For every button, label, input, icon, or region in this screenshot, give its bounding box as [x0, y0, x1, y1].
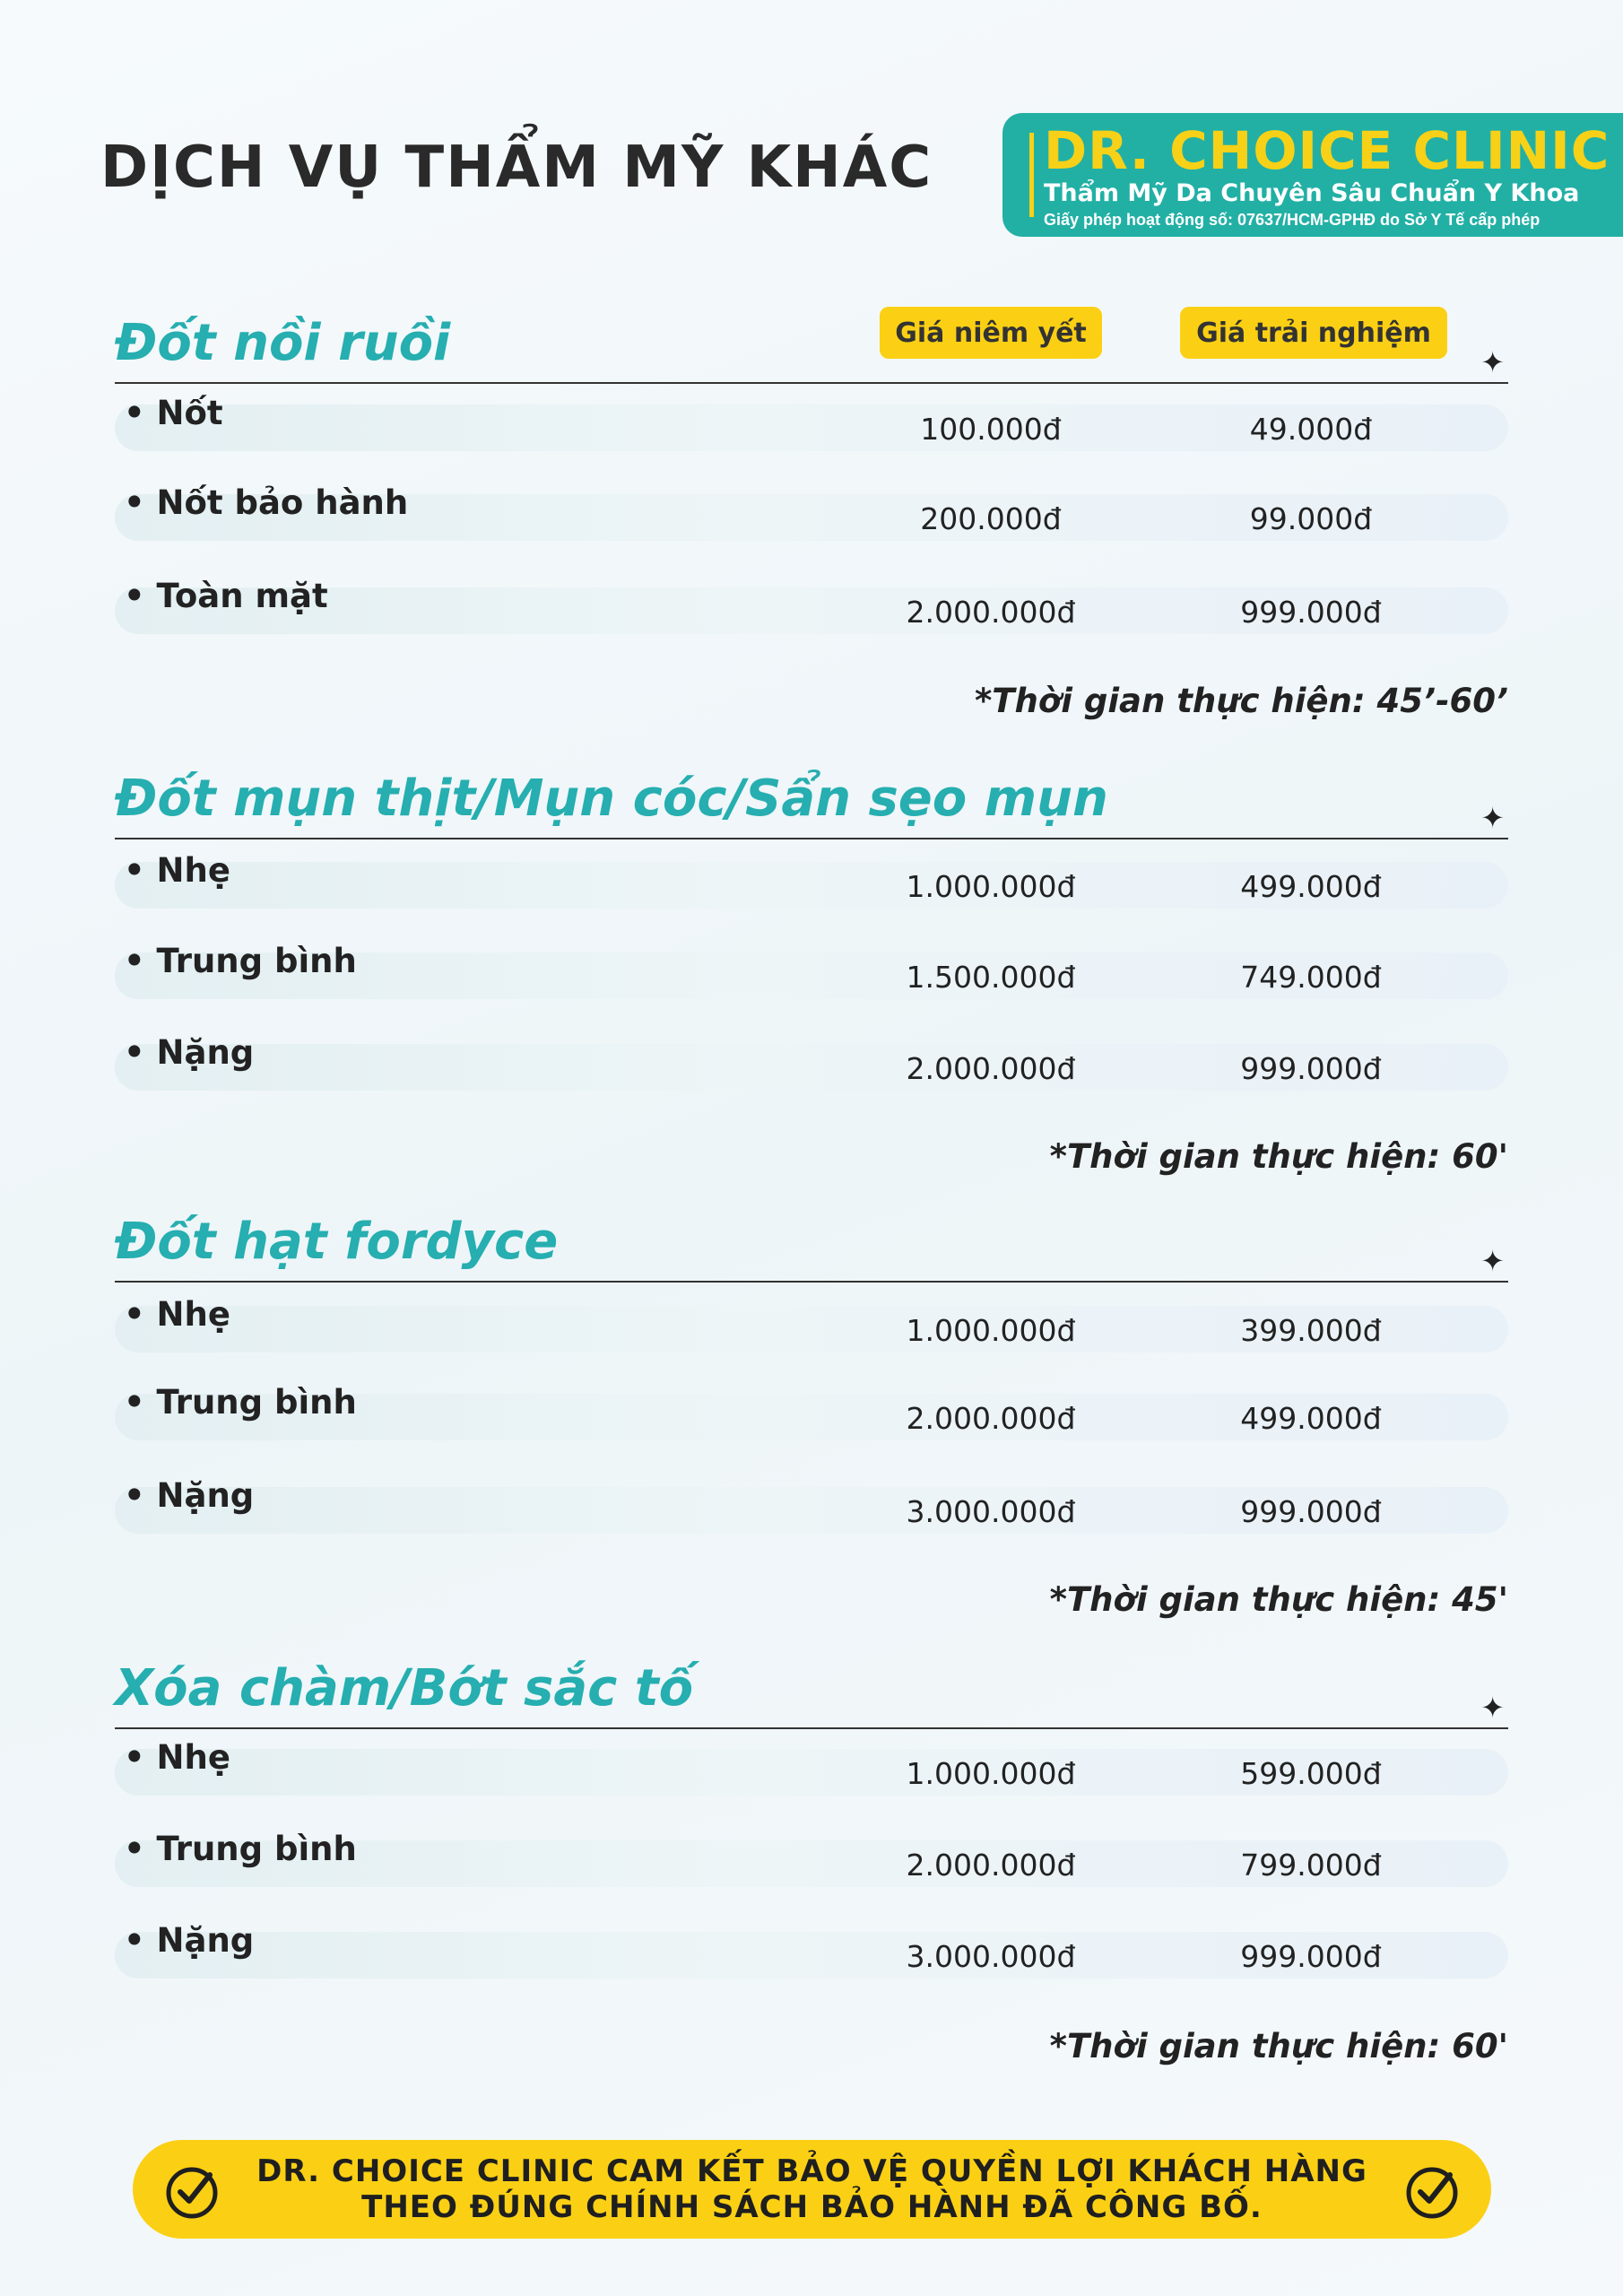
price-row — [115, 1738, 1508, 1796]
service-name: • Toàn mặt — [124, 577, 328, 615]
trial-price: 499.000đ — [1240, 869, 1382, 904]
list-price: 2.000.000đ — [906, 595, 1076, 630]
brand-logo — [1002, 113, 1623, 237]
trial-price: 49.000đ — [1249, 412, 1373, 447]
section-divider — [115, 1727, 1508, 1729]
sparkle-icon: ✦ — [1480, 802, 1505, 834]
price-row — [115, 1033, 1508, 1091]
price-row — [115, 483, 1508, 541]
price-row — [115, 1921, 1508, 1979]
trial-price: 999.000đ — [1240, 1939, 1382, 1974]
price-row — [115, 1295, 1508, 1352]
duration-note: *Thời gian thực hiện: 45' — [1049, 1580, 1508, 1619]
price-row — [115, 942, 1508, 999]
price-row — [115, 851, 1508, 909]
service-name: • Trung bình — [124, 1383, 357, 1422]
section-title: Đốt mụn thịt/Mụn cóc/Sẩn sẹo mụn — [115, 770, 1108, 828]
trial-price: 99.000đ — [1249, 501, 1373, 536]
price-row — [115, 1476, 1508, 1534]
section-divider — [115, 1281, 1508, 1283]
section-title: Đốt hạt fordyce — [115, 1213, 559, 1271]
column-header-list-price: Giá niêm yết — [880, 307, 1102, 359]
trial-price: 999.000đ — [1240, 595, 1382, 630]
brand-name: DR. CHOICE CLINIC — [1044, 120, 1610, 181]
duration-note: *Thời gian thực hiện: 60' — [1049, 2027, 1508, 2066]
trial-price: 599.000đ — [1240, 1756, 1382, 1791]
list-price: 3.000.000đ — [906, 1494, 1076, 1529]
trial-price: 999.000đ — [1240, 1051, 1382, 1086]
check-circle-icon — [163, 2162, 221, 2220]
duration-note: *Thời gian thực hiện: 45’-60’ — [974, 682, 1508, 720]
brand-license: Giấy phép hoạt động số: 07637/HCM-GPHĐ do Sở Y Tế cấp phép — [1044, 211, 1541, 229]
sparkle-icon: ✦ — [1480, 1245, 1505, 1277]
brand-tagline: Thẩm Mỹ Da Chuyên Sâu Chuẩn Y Khoa — [1044, 179, 1580, 207]
list-price: 1.000.000đ — [906, 869, 1076, 904]
service-name: • Trung bình — [124, 942, 357, 980]
service-name: • Nốt — [124, 394, 223, 432]
commitment-banner — [133, 2140, 1491, 2239]
service-name: • Nốt bảo hành — [124, 483, 409, 522]
service-name: • Nhẹ — [124, 1295, 230, 1334]
service-name: • Trung bình — [124, 1830, 357, 1868]
list-price: 200.000đ — [920, 501, 1062, 536]
list-price: 1.000.000đ — [906, 1756, 1076, 1791]
commitment-line-2: THEO ĐÚNG CHÍNH SÁCH BẢO HÀNH ĐÃ CÔNG BỐ. — [361, 2189, 1263, 2225]
section-title: Xóa chàm/Bớt sắc tố — [115, 1659, 694, 1718]
trial-price: 999.000đ — [1240, 1494, 1382, 1529]
price-row — [115, 1830, 1508, 1887]
price-row — [115, 1383, 1508, 1440]
price-row — [115, 577, 1508, 634]
section-divider — [115, 382, 1508, 384]
list-price: 2.000.000đ — [906, 1848, 1076, 1883]
trial-price: 499.000đ — [1240, 1401, 1382, 1436]
section-divider — [115, 838, 1508, 839]
sparkle-icon: ✦ — [1480, 346, 1505, 378]
duration-note: *Thời gian thực hiện: 60' — [1049, 1137, 1508, 1176]
price-row — [115, 394, 1508, 451]
trial-price: 799.000đ — [1240, 1848, 1382, 1883]
service-name: • Nhẹ — [124, 851, 230, 890]
section-title: Đốt nồi ruồi — [115, 314, 451, 372]
service-name: • Nặng — [124, 1033, 255, 1072]
list-price: 2.000.000đ — [906, 1401, 1076, 1436]
list-price: 3.000.000đ — [906, 1939, 1076, 1974]
commitment-text — [256, 2153, 1367, 2225]
check-circle-icon — [1403, 2162, 1461, 2220]
list-price: 1.000.000đ — [906, 1313, 1076, 1348]
commitment-line-1: DR. CHOICE CLINIC CAM KẾT BẢO VỆ QUYỀN LỢI KHÁCH HÀNG — [256, 2153, 1367, 2189]
list-price: 1.500.000đ — [906, 960, 1076, 995]
sparkle-icon: ✦ — [1480, 1692, 1505, 1724]
list-price: 2.000.000đ — [906, 1051, 1076, 1086]
trial-price: 749.000đ — [1240, 960, 1382, 995]
service-name: • Nặng — [124, 1921, 255, 1960]
service-name: • Nhẹ — [124, 1738, 230, 1777]
column-header-trial-price: Giá trải nghiệm — [1180, 307, 1447, 359]
trial-price: 399.000đ — [1240, 1313, 1382, 1348]
page-title: DỊCH VỤ THẨM MỸ KHÁC — [100, 135, 933, 201]
list-price: 100.000đ — [920, 412, 1062, 447]
service-name: • Nặng — [124, 1476, 255, 1515]
